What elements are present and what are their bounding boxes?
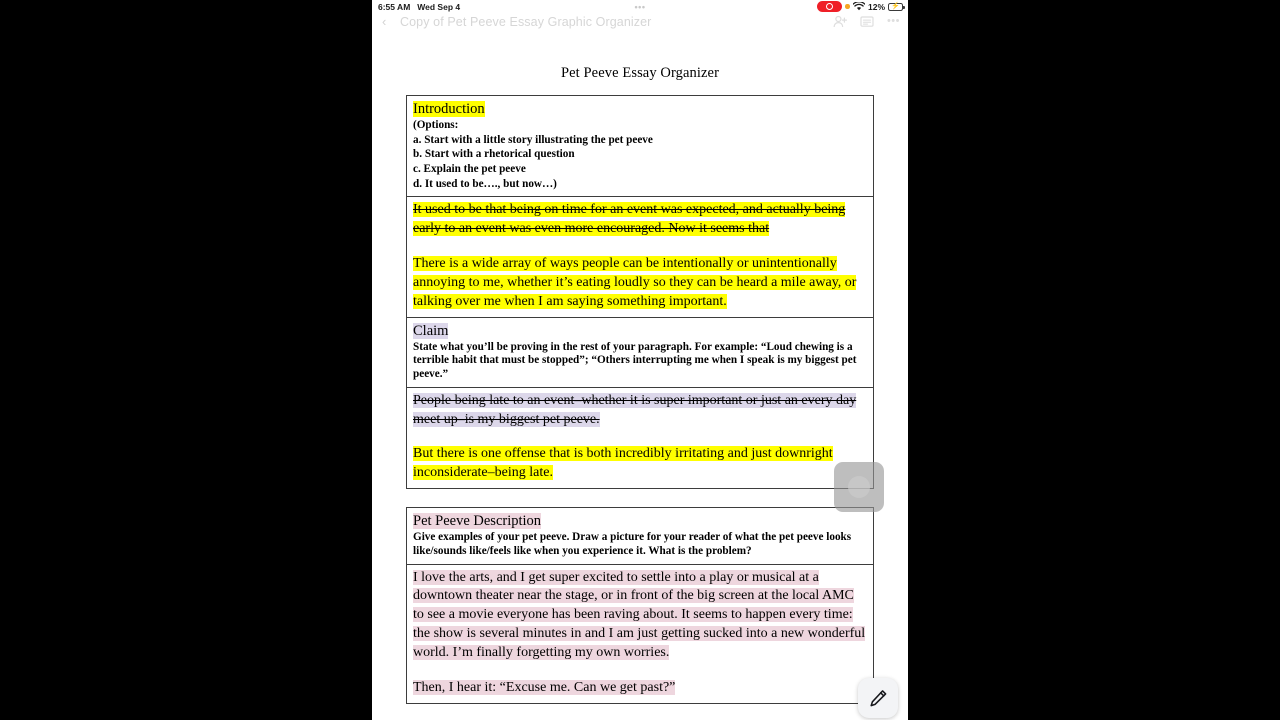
present-icon[interactable] — [860, 15, 874, 28]
page-title: Pet Peeve Essay Organizer — [560, 65, 720, 81]
back-button[interactable]: ‹ — [382, 14, 387, 29]
add-person-icon[interactable] — [833, 15, 847, 28]
section-instruction-line: d. It used to be…., but now…) — [413, 177, 557, 190]
section-instruction-line: State what you’ll be proving in the rest of your paragraph. For example: “Loud chewing is a terrible habit that must be stopped”; “Others interrupting me when I speak is my biggest pet peeve.” — [413, 340, 857, 381]
paragraph-gap — [413, 429, 867, 445]
prompt-row[interactable] — [407, 96, 873, 197]
ipad-screen — [372, 0, 908, 720]
section-instruction-line: a. Start with a little story illustrating the pet peeve — [413, 133, 653, 146]
status-bar-left — [378, 2, 460, 12]
multitasking-handle-icon[interactable]: ••• — [634, 2, 646, 12]
response-row[interactable] — [407, 388, 873, 489]
section-heading — [413, 322, 867, 340]
document-page[interactable] — [372, 33, 908, 720]
wifi-icon — [853, 2, 865, 11]
organizer-table — [406, 507, 874, 704]
section-heading-text: Introduction — [413, 101, 485, 117]
response-paragraph-text: It used to be that being on time for an event was expected, and actually being early to an event was even more encouraged. Now it seems that — [413, 202, 846, 237]
status-bar-right — [817, 1, 903, 12]
response-paragraph[interactable] — [413, 569, 867, 663]
orange-privacy-dot-icon — [845, 4, 850, 9]
response-paragraph[interactable] — [413, 255, 867, 312]
response-row[interactable] — [407, 197, 873, 317]
section-instruction-line: (Options: — [413, 119, 459, 131]
response-paragraph[interactable] — [413, 679, 867, 698]
battery-charging-icon — [888, 3, 903, 11]
response-paragraph-text: I love the arts, and I get super excited to settle into a play or musical at a downtown theater near the stage, or in front of the big screen at the local AMC to see a movie everyone has been raving about. It seems to happen every time: the show is several minutes in and I am just getting sucked into a new wonderful world. I’m finally forgetting my own worries. — [413, 569, 866, 661]
organizer-table — [406, 95, 874, 489]
pencil-icon — [869, 689, 888, 708]
response-row[interactable] — [407, 565, 873, 703]
prompt-row[interactable] — [407, 318, 873, 388]
section-instruction-line: c. Explain the pet peeve — [413, 162, 526, 175]
response-paragraph-text: Then, I hear it: “Excuse me. Can we get past?” — [413, 680, 676, 696]
section-heading — [413, 512, 867, 530]
paragraph-gap — [413, 663, 867, 679]
scroll-thumb-knob — [848, 476, 870, 498]
response-paragraph[interactable] — [413, 201, 867, 239]
paragraph-gap — [413, 239, 867, 255]
app-nav-bar — [372, 13, 908, 33]
response-paragraph-text: There is a wide array of ways people can be intentionally or unintentionally annoying to me, whether it’s eating loudly so they can be heard a mile away, or talking over me when I am saying something important. — [413, 256, 857, 309]
edit-fab-button[interactable] — [858, 678, 898, 718]
screen-recording-inner-ring — [826, 3, 833, 10]
prompt-row[interactable] — [407, 508, 873, 564]
section-heading-text: Pet Peeve Description — [413, 513, 542, 530]
tables-host — [372, 95, 908, 704]
battery-percent-label: 12% — [867, 1, 885, 12]
response-paragraph[interactable] — [413, 445, 867, 483]
screen-recording-icon[interactable] — [817, 1, 842, 12]
response-paragraph-text: People being late to an event–whether it is super important or just an every day meet up–is my biggest pet peeve. — [413, 392, 857, 427]
more-options-button[interactable]: ••• — [886, 15, 900, 27]
charging-bolt-icon: ⚡ — [891, 3, 900, 10]
section-heading — [413, 100, 867, 118]
section-instruction-line: b. Start with a rhetorical question — [413, 148, 575, 161]
ios-status-bar — [372, 0, 908, 13]
document-title-field[interactable]: Copy of Pet Peeve Essay Graphic Organizer — [400, 15, 652, 29]
status-bar-time: 6:55 AM — [378, 2, 411, 12]
status-bar-date: Wed Sep 4 — [417, 2, 461, 12]
section-heading-text: Claim — [413, 322, 449, 339]
scroll-thumb[interactable] — [834, 462, 884, 512]
section-instruction-line: Give examples of your pet peeve. Draw a picture for your reader of what the pet peeve looks like/sounds like/feels like when you experience it. What is the problem? — [413, 531, 852, 557]
response-paragraph-text: But there is one offense that is both incredibly irritating and just downright inconsiderate–being late. — [413, 446, 833, 481]
response-paragraph[interactable] — [413, 392, 867, 430]
nav-actions — [833, 15, 900, 28]
